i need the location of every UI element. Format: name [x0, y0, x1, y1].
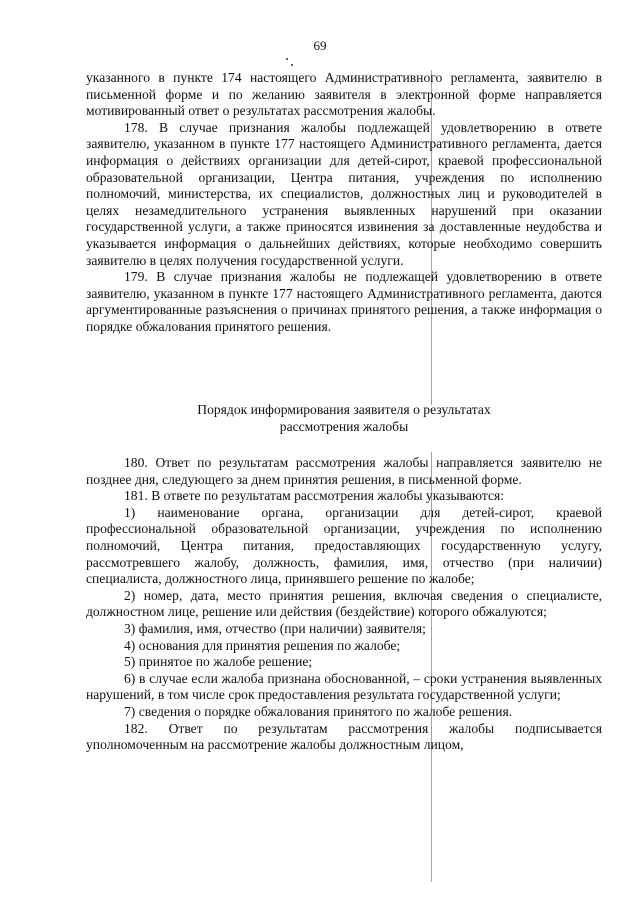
scan-speck [291, 64, 293, 66]
list-item-1: 1) наименование органа, организации для детей-сирот, краевой профессиональной образовательной организации, учреждения по исполнению полномочий, Центра питания, предоставляющих государственную услугу, рассмотревшего жалобу, должность, фамилия, имя, отчество (при наличии) специалиста, должностного лица, принявшего решение по жалобе; [86, 504, 602, 587]
list-item-5: 5) принятое по жалобе решение; [124, 654, 313, 670]
list-item-4: 4) основания для принятия решения по жалобе; [124, 637, 401, 653]
body-text-top [86, 70, 602, 336]
paragraph-continuation: указанного в пункте 174 настоящего Административного регламента, заявителю в письменной форме и по желанию заявителя в электронной форме направляется мотивированный ответ о результатах рассмотрения жалобы. [86, 70, 602, 119]
scan-speck [286, 58, 288, 60]
paragraph-178: 178. В случае признания жалобы подлежащей удовлетворению в ответе заявителю, указанном в пункте 177 настоящего Административного регламента, дается информация о действиях организации для детей-сирот, краевой профессиональной образовательной организации, Центра питания, учреждения по исполнению полномочий, министерства, их специалистов, должностных лиц и руководителей в целях незамедлительного устранения выявленных нарушений при оказании государственной услуги, а также приносятся извинения за доставленные неудобства и указывается информация о дальнейших действиях, которые необходимо совершить заявителю в целях получения государственной услуги. [86, 119, 602, 268]
paragraph-179: 179. В случае признания жалобы не подлежащей удовлетворению в ответе заявителю, указанном в пункте 177 настоящего Административного регламента, даются аргументированные разъяснения о причинах принятого решения, а также информация о порядке обжалования принятого решения. [86, 269, 602, 334]
body-text-bottom [86, 455, 602, 754]
list-item-3: 3) фамилия, имя, отчество (при наличии) заявителя; [124, 620, 426, 636]
list-item-7: 7) сведения о порядке обжалования принятого по жалобе решения. [124, 703, 513, 719]
heading-line-2: рассмотрения жалобы [279, 419, 409, 434]
list-item-6: 6) в случае если жалоба признана обоснованной, – сроки устранения выявленных нарушений, в том числе срок предоставления результата государственной услуги; [86, 670, 602, 703]
list-item-2: 2) номер, дата, место принятия решения, включая сведения о специалисте, должностном лице, решение или действия (бездействие) которого обжалуются; [86, 587, 602, 620]
page-number: 69 [313, 38, 327, 53]
paragraph-182: 182. Ответ по результатам рассмотрения жалобы подписывается уполномоченным на рассмотрение жалобы должностным лицом, [86, 720, 602, 753]
heading-line-1: Порядок информирования заявителя о результатах [197, 402, 491, 417]
paragraph-180: 180. Ответ по результатам рассмотрения жалобы направляется заявителю не позднее дня, следующего за днем принятия решения, в письменной форме. [86, 455, 602, 487]
paragraph-181: 181. В ответе по результатам рассмотрения жалобы указываются: [124, 488, 505, 504]
section-heading [86, 401, 602, 435]
